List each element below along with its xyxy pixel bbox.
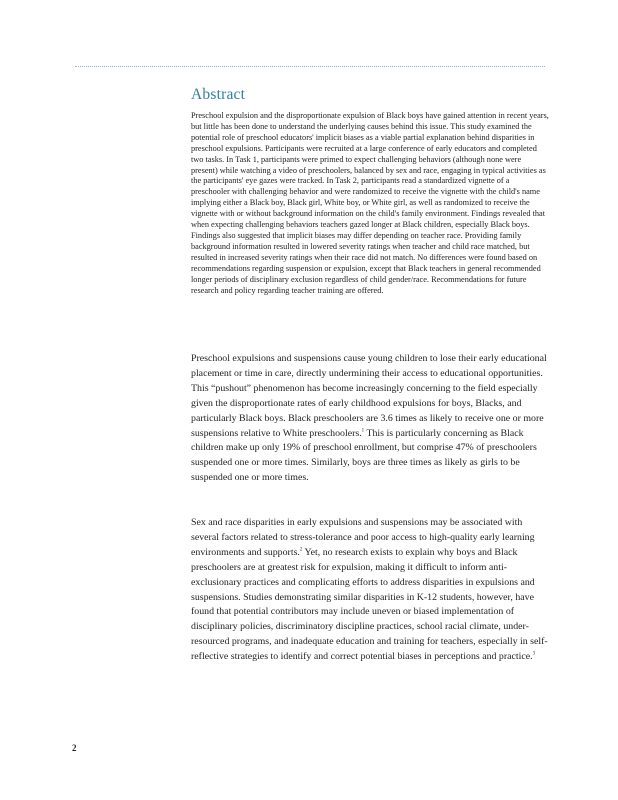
paragraph-1-text-b: This is particularly concerning as Black children make up only 19% of preschool enrollment, but comprise 47% of preschoolers suspended one or more times. Similarly, boys are three times as likely as girls to be suspended one or more times. xyxy=(191,427,537,484)
body-paragraph-2 xyxy=(191,516,549,665)
body-paragraph-1 xyxy=(191,352,549,486)
abstract-heading: Abstract xyxy=(191,86,246,103)
page-number: 2 xyxy=(72,743,77,753)
top-dotted-rule xyxy=(75,66,545,67)
footnote-ref-1: 1 xyxy=(361,428,365,434)
abstract-text: Preschool expulsion and the disproportionate expulsion of Black boys have gained attention in recent years, but little has been done to understand the underlying causes behind this issue. This study examined the potential role of preschool educators' implicit biases as a viable partial explanation behind disparities in preschool expulsions. Participants were recruited at a large conference of early educators and completed two tasks. In Task 1, participants were primed to expect challenging behaviors (although none were present) while watching a video of preschoolers, balanced by sex and race, engaging in typical activities as the participants' eye gazes were tracked. In Task 2, participants read a standardized vignette of a preschooler with challenging behavior and were randomized to receive the vignette with the child's name implying either a Black boy, Black girl, White boy, or White girl, as well as randomized to receive the vignette with or without background information on the child's family environment. Findings revealed that when expecting challenging behaviors teachers gazed longer at Black children, especially Black boys. Findings also suggested that implicit biases may differ depending on teacher race. Providing family background information resulted in lowered severity ratings when teacher and child race matched, but resulted in increased severity ratings when their race did not match. No differences were found based on recommendations regarding suspension or expulsion, except that Black teachers in general recommended longer periods of disciplinary exclusion regardless of child gender/race. Recommendations for future research and policy regarding teacher training are offered. xyxy=(191,111,549,295)
footnote-ref-2: 2 xyxy=(299,547,303,553)
paragraph-2-text-b: Yet, no research exists to explain why boys and Black preschoolers are at greatest risk for expulsion, making it difficult to inform anti-exclusionary practices and complicating efforts to address disparities in expulsions and suspensions. Studies demonstrating similar disparities in K-12 students, however, have found that potential contributors may include uneven or biased implementation of disciplinary policies, discriminatory discipline practices, school racial climate, under-resourced programs, and inadequate education and training for teachers, especially in self-reflective strategies to identify and correct potential biases in perceptions and practice. xyxy=(191,546,548,663)
paragraph-2-text-a: Sex and race disparities in early expulsions and suspensions may be associated with several factors related to stress-tolerance and poor access to high-quality early learning environments and supports. xyxy=(191,517,535,558)
paragraph-1-text-a: Preschool expulsions and suspensions cause young children to lose their early educational placement or time in care, directly undermining their access to educational opportunities. This “pushout” phenomenon has become increasingly concerning to the field especially given the disproportionate rates of early childhood expulsions for boys, Blacks, and particularly Black boys. Black preschoolers are 3.6 times as likely to receive one or more suspensions relative to White preschoolers. xyxy=(191,353,547,439)
footnote-ref-3: 3 xyxy=(532,651,536,657)
